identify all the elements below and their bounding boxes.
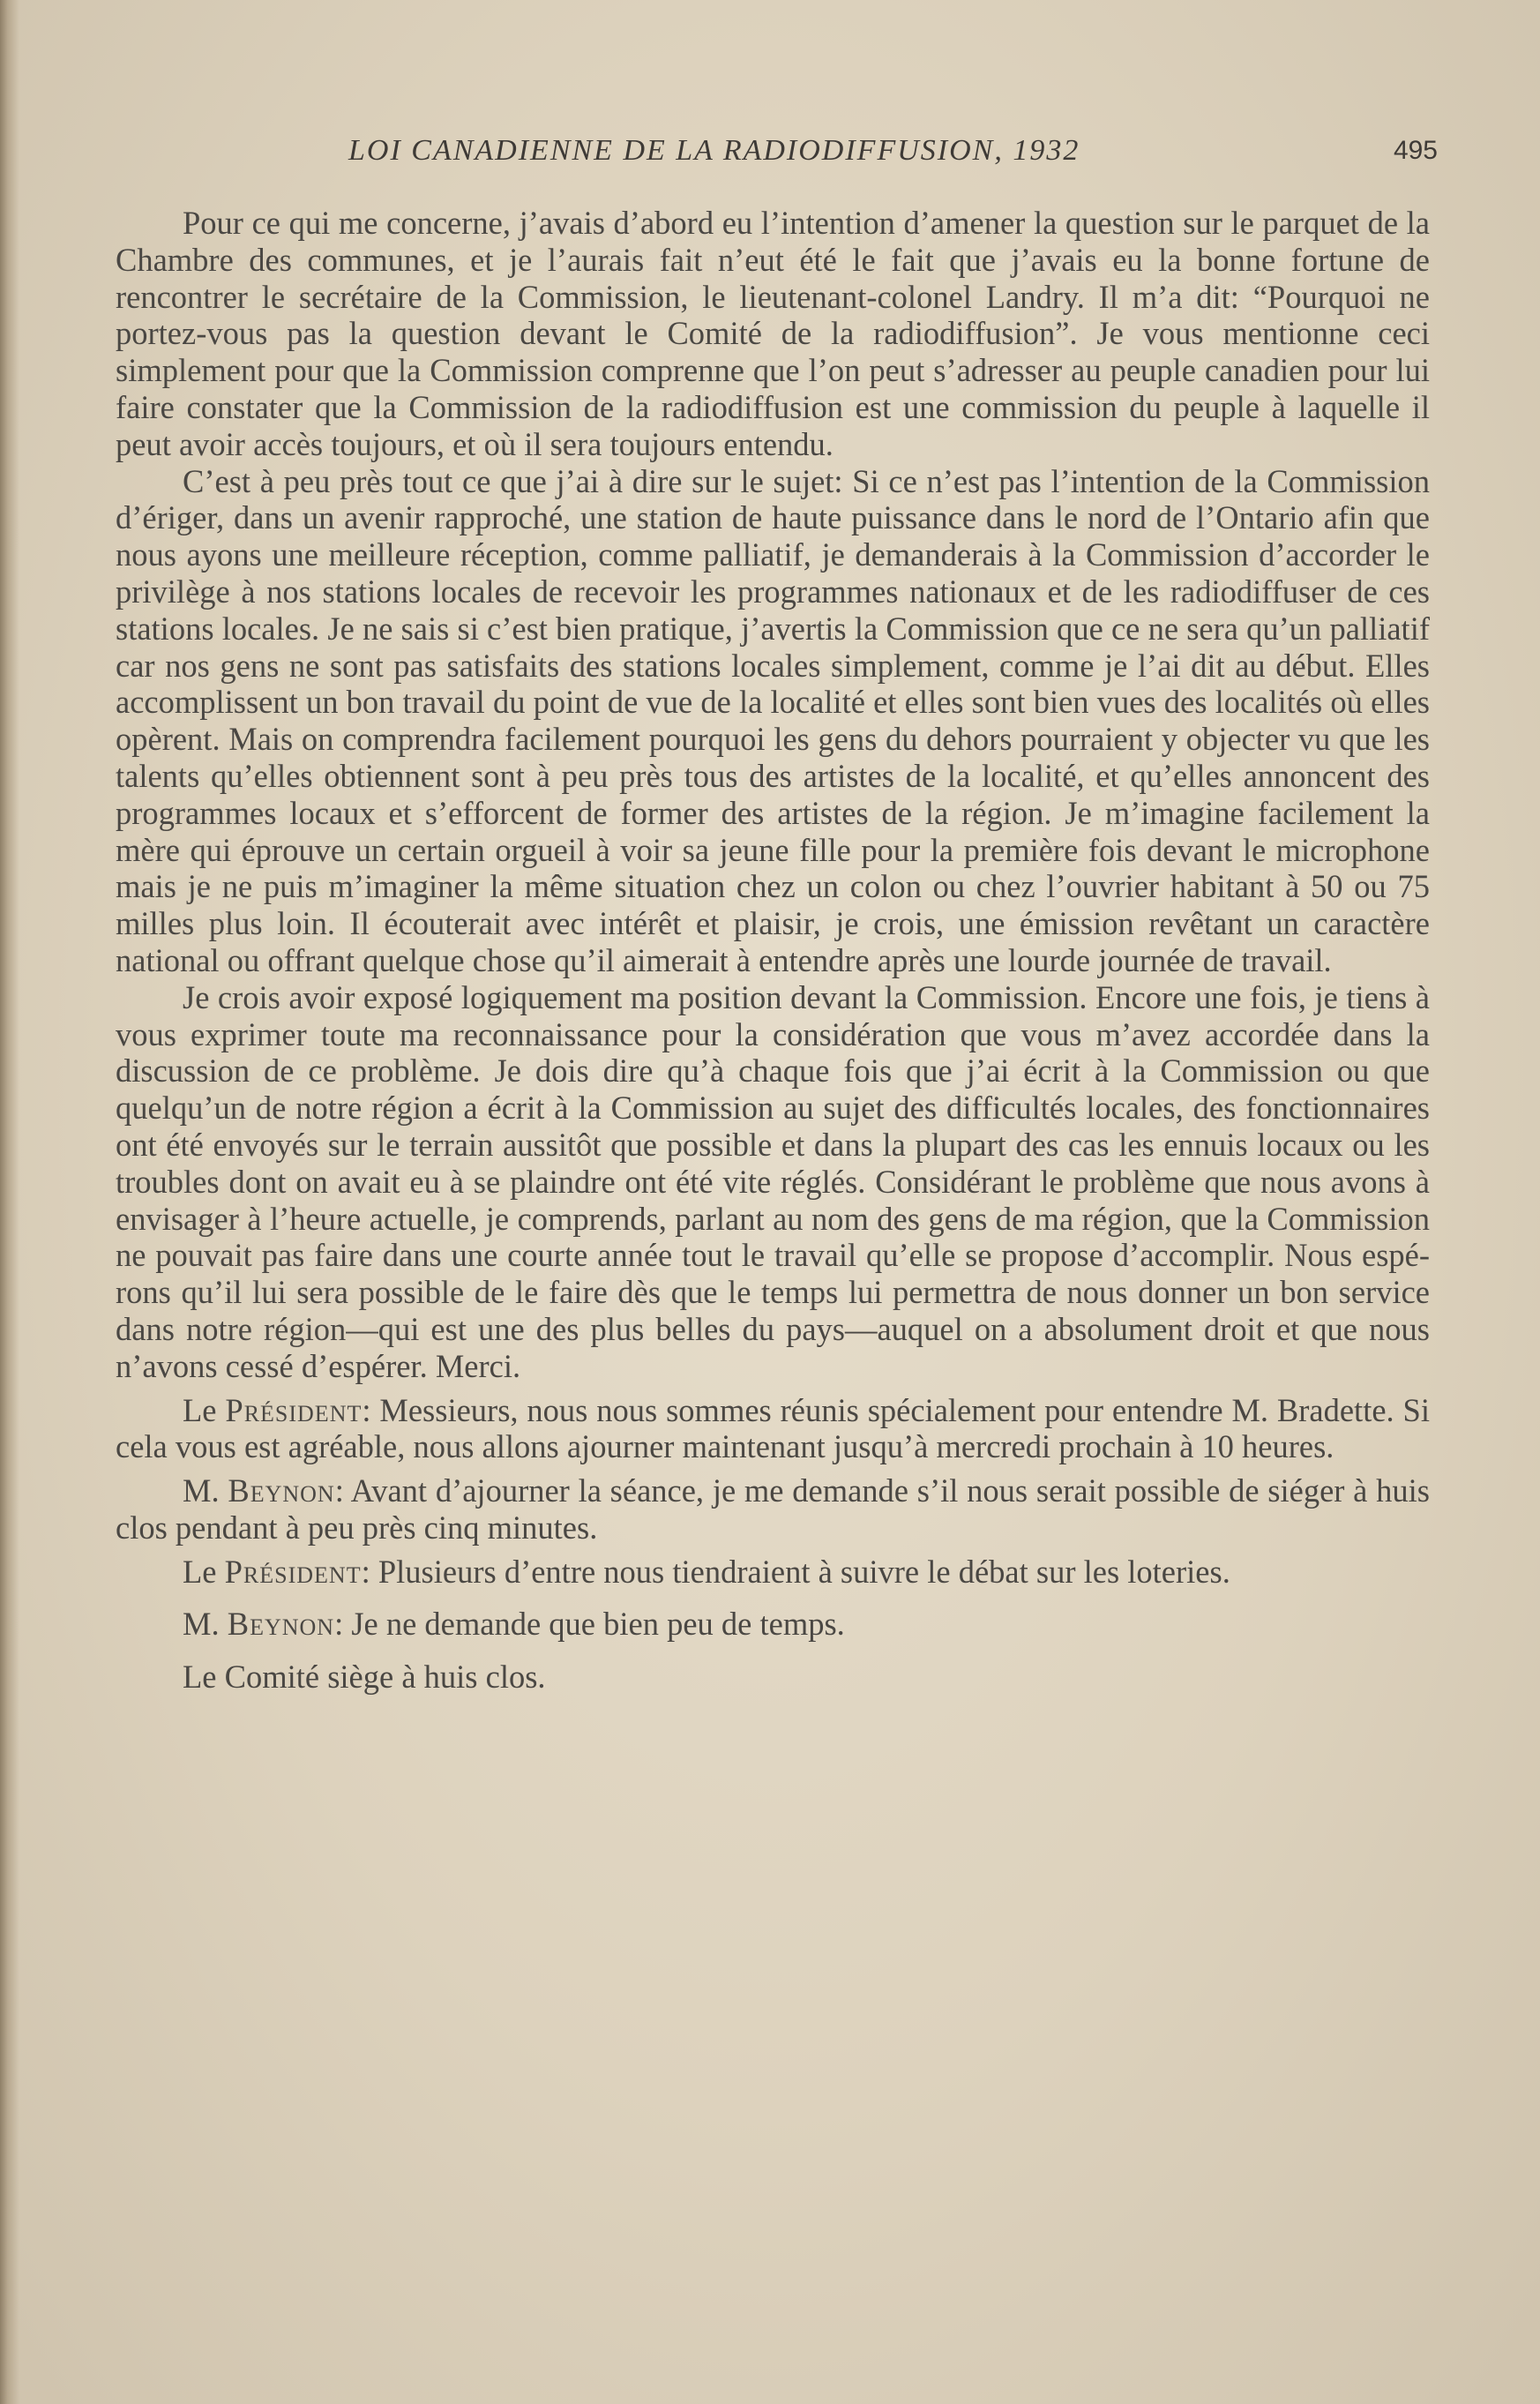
paragraph-1: Pour ce qui me concerne, j’avais d’abord eu l’intention d’amener la question sur le parquet de la Chambre des communes, et je l’aurais fait n’eut été le fait que j’avais eu la bonne fortune de rencontrer le secrétaire de la Commission, le lieutenant-colonel Landry. Il m’a dit: “Pourquoi ne portez-vous pas la question devant le Comité de la radiodiffusion”. Je vous mentionne ceci simplement pour que la Commission comprenne que l’on peut s’adresser au peuple canadien pour lui faire constater que la Commission de la radiodiffusion est une commission du peuple à laquelle il peut avoir accès toujours, et où il sera toujours entendu. [116,205,1430,462]
running-head: LOI CANADIENNE DE LA RADIODIFFUSION, 1932 [348,134,1080,167]
dialogue-president-2 [116,1554,1430,1591]
closing-line: Le Comité siège à huis clos. [183,1659,546,1696]
dialogue-beynon-2 [116,1606,1430,1643]
dialogue-president-1 [116,1392,1430,1466]
speaker-prefix: Le [183,1553,225,1590]
speaker-name: Beynon [227,1606,335,1643]
speaker-prefix: M. [183,1472,228,1509]
speech-text: : Plusieurs d’entre nous tiendraient à suivre le débat sur les loteries. [361,1553,1230,1590]
speaker-name: Président [225,1391,363,1428]
speech-text: : Messieurs, nous nous sommes réunis spécialement pour entendre M. Bradette. Si cela vous est agréable, nous allons ajourner maintenant jusqu’à mercredi prochain à 10 heures. [116,1391,1430,1465]
body-text [116,205,1430,1696]
page-number: 495 [1393,136,1438,165]
page-header [123,134,1438,178]
paragraph-2: C’est à peu près tout ce que j’ai à dire sur le sujet: Si ce n’est pas l’intention de la Commission d’ériger, dans un avenir rapproché, une station de haute puissance dans le nord de l’Ontario afin que nous ayons une meilleure réception, comme palliatif, je demanderais à la Commission d’accorder le privilège à nos stations locales de recevoir les programmes nationaux et de les radiodiffuser de ces stations locales. Je ne sais si c’est bien pratique, j’avertis la Commission que ce ne sera qu’un palliatif car nos gens ne sont pas satisfaits des stations locales simplement, comme je l’ai dit au début. Elles accomplissent un bon travail du point de vue de la localité et elles sont bien vues des localités où elles opèrent. Mais on comprendra facilement pourquoi les gens du dehors pourraient y objecter vu que les talents qu’elles obtiennent sont à peu près tous des artistes de la localité, et qu’elles annoncent des programmes locaux et s’efforcent de former des artistes de la région. Je m’imagine facilement la mère qui éprouve un certain orgueil à voir sa jeune fille pour la première fois devant le microphone mais je ne puis m’imaginer la même situation chez un colon ou chez l’ouvrier habitant à 50 ou 75 milles plus loin. Il écouterait avec intérêt et plaisir, je crois, une émission revêtant un caractère national ou offrant quelque chose qu’il aimerait à entendre après une lourde journée de travail. [116,462,1430,978]
speaker-name: Beynon [228,1472,335,1509]
speech-text: : Je ne demande que bien peu de temps. [334,1606,845,1643]
speaker-name: Président [224,1553,362,1590]
binding-edge-shadow [0,0,19,2404]
speaker-prefix: Le [183,1391,226,1428]
paragraph-3: Je crois avoir exposé logiquement ma position devant la Commission. Encore une fois, je tiens à vous exprimer toute ma reconnaissance pour la considération que vous m’avez accordée dans la discussion de ce problème. Je dois dire qu’à chaque fois que j’ai écrit à la Commission ou que quelqu’un de notre région a écrit à la Commission au sujet des difficultés locales, des fonctionnaires ont été envoyés sur le terrain aussitôt que possible et dans la plupart des cas les ennuis locaux ou les troubles dont on avait eu à se plaindre ont été vite réglés. Considérant le problème que nous avons à envisager à l’heure actuelle, je comprends, parlant au nom des gens de ma région, que la Commission ne pouvait pas faire dans une courte année tout le travail qu’elle se propose d’accomplir. Nous espérons qu’il lui sera possible de le faire dès que le temps lui permettra de nous donner un bon service dans notre région—qui est une des plus belles du pays—auquel on a absolument droit et que nous n’avons cessé d’espérer. Merci. [116,978,1430,1384]
dialogue-beynon-1 [116,1472,1430,1546]
speaker-prefix: M. [183,1606,228,1643]
speech-text: : Avant d’ajourner la séance, je me demande s’il nous serait possible de siéger à huis clos pendant à peu près cinq minutes. [116,1472,1430,1546]
